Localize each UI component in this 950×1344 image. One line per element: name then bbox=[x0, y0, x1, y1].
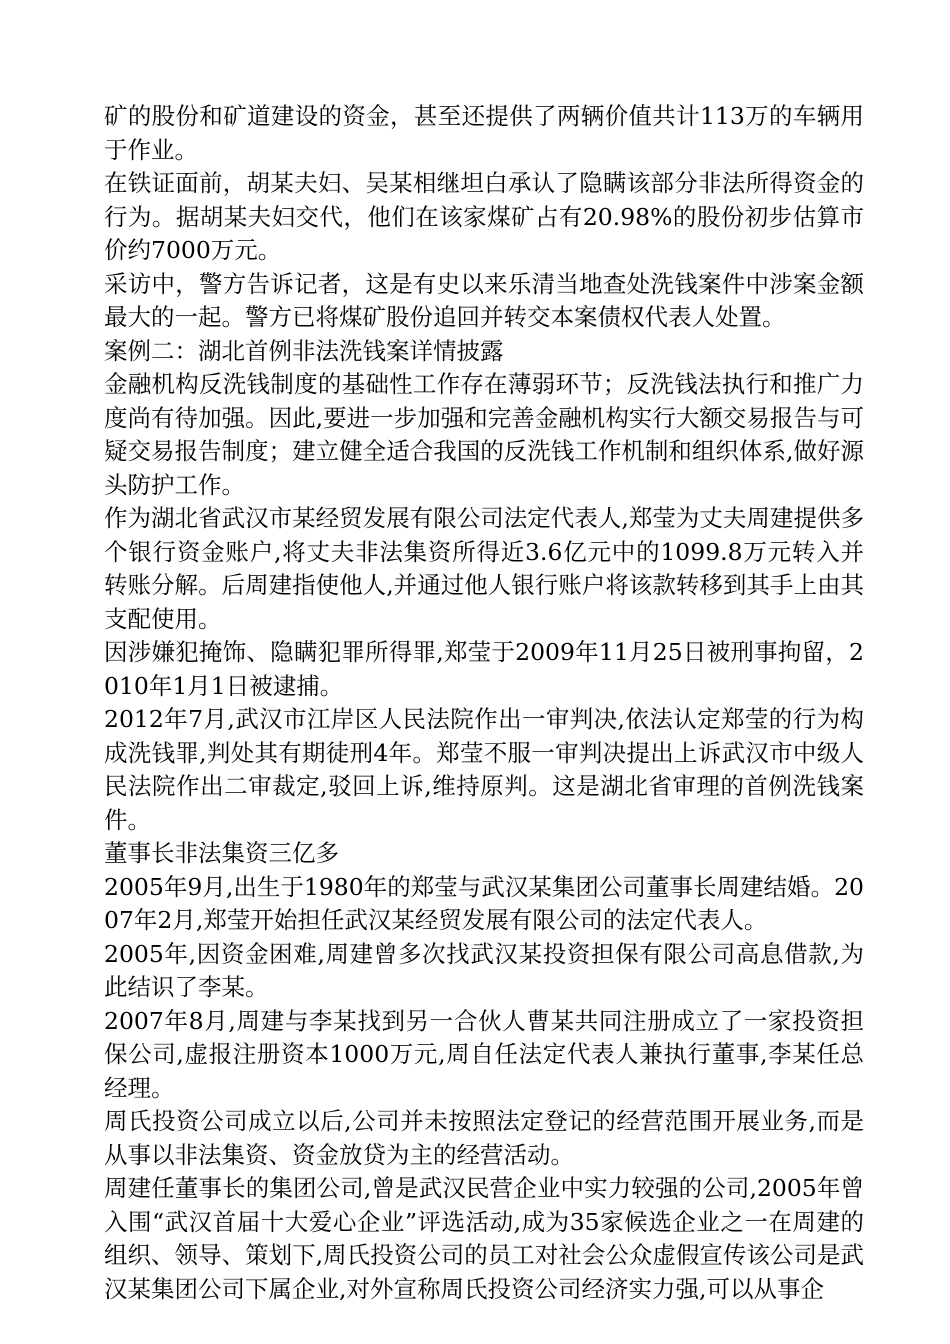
paragraph: 作为湖北省武汉市某经贸发展有限公司法定代表人,郑莹为丈夫周建提供多个银行资金账户,将丈夫非法集资所得近3.6亿元中的1099.8万元转入并转账分解。后周建指使他人,并通过他人银行账户将该款转移到其手上由其支配使用。 bbox=[104, 504, 864, 633]
paragraph: 采访中，警方告诉记者，这是有史以来乐清当地查处洗钱案件中涉案金额最大的一起。警方已将煤矿股份追回并转交本案债权代表人处置。 bbox=[104, 269, 864, 331]
paragraph: 2007年8月,周建与李某找到另一合伙人曹某共同注册成立了一家投资担保公司,虚报注册资本1000万元,周自任法定代表人兼执行董事,李某任总经理。 bbox=[104, 1006, 864, 1102]
section-heading: 董事长非法集资三亿多 bbox=[104, 839, 339, 867]
paragraph: 周建任董事长的集团公司,曾是武汉民营企业中实力较强的公司,2005年曾入围“武汉首届十大爱心企业”评选活动,成为35家候选企业之一在周建的组织、领导、策划下,周氏投资公司的员工对社会公众虚假宣传该公司是武汉某集团公司下属企业,对外宣称周氏投资公司经济实力强,可以从事企 bbox=[104, 1174, 864, 1303]
paragraph: 2005年9月,出生于1980年的郑莹与武汉某集团公司董事长周建结婚。2007年2月,郑莹开始担任武汉某经贸发展有限公司的法定代表人。 bbox=[104, 872, 864, 934]
paragraph: 矿的股份和矿道建设的资金，甚至还提供了两辆价值共计113万的车辆用于作业。 bbox=[104, 102, 864, 164]
section-heading: 案例二：湖北首例非法洗钱案详情披露 bbox=[104, 336, 504, 365]
paragraph: 2005年,因资金困难,周建曾多次找武汉某投资担保有限公司高息借款,为此结识了李某。 bbox=[104, 939, 864, 1001]
paragraph: 周氏投资公司成立以后,公司并未按照法定登记的经营范围开展业务,而是从事以非法集资、资金放贷为主的经营活动。 bbox=[104, 1107, 864, 1169]
paragraph: 金融机构反洗钱制度的基础性工作存在薄弱环节；反洗钱法执行和推广力度尚有待加强。因此,要进一步加强和完善金融机构实行大额交易报告与可疑交易报告制度；建立健全适合我国的反洗钱工作机制和组织体系,做好源头防护工作。 bbox=[104, 370, 864, 499]
paragraph: 2012年7月,武汉市江岸区人民法院作出一审判决,依法认定郑莹的行为构成洗钱罪,判处其有期徒刑4年。郑莹不服一审判决提出上诉武汉市中级人民法院作出二审裁定,驳回上诉,维持原判。这是湖北省审理的首例洗钱案件。 bbox=[104, 705, 864, 834]
paragraph: 因涉嫌犯掩饰、隐瞒犯罪所得罪,郑莹于2009年11月25日被刑事拘留，2010年1月1日被逮捕。 bbox=[104, 638, 864, 700]
paragraph: 在铁证面前，胡某夫妇、吴某相继坦白承认了隐瞒该部分非法所得资金的行为。据胡某夫妇交代，他们在该家煤矿占有20.98%的股份初步估算市价约7000万元。 bbox=[104, 169, 864, 264]
document-body bbox=[104, 100, 864, 1306]
